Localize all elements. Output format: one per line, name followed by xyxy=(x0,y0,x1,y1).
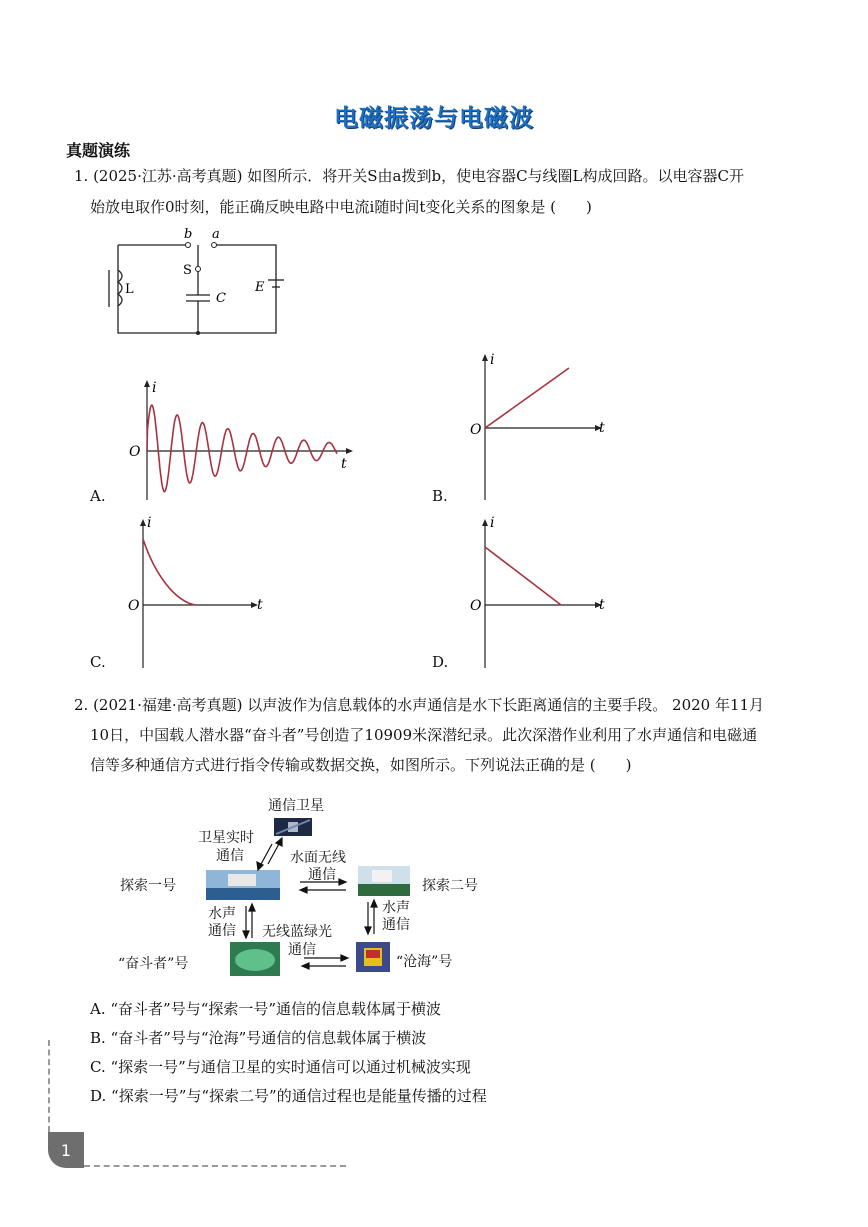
q2-option-b[interactable]: B. “奋斗者”号与“沧海”号通信的信息载体属于横波 xyxy=(90,1029,427,1047)
axis-i-label: i xyxy=(147,515,152,531)
submersible-icon xyxy=(230,942,280,976)
ship2-icon xyxy=(358,866,410,896)
communication-diagram xyxy=(110,790,510,980)
page-number: 1 xyxy=(48,1132,84,1168)
graph-d xyxy=(465,515,615,670)
origin-label: O xyxy=(470,422,482,438)
q2-stem-line3: 信等多种通信方式进行指令传输或数据交换，如图所示。下列说法正确的是 ( ) xyxy=(90,756,632,774)
blue-green-label: 无线蓝绿光 xyxy=(262,924,332,940)
option-b-label: B. xyxy=(432,487,448,505)
canghai-icon xyxy=(356,942,390,972)
label-c: C xyxy=(216,291,226,306)
q1-stem-line1: 1. (2025·江苏·高考真题) 如图所示．将开关S由a拨到b，使电容器C与线圈L构成回路。以电容器C开 xyxy=(74,167,745,185)
graph-a xyxy=(125,378,365,503)
ship1-label: 探索一号 xyxy=(120,878,176,894)
sat-link-label: 卫星实时 xyxy=(198,830,254,846)
ship2-label: 探索二号 xyxy=(422,878,478,894)
q2-stem-line1: 2. (2021·福建·高考真题) 以声波作为信息载体的水声通信是水下长距离通信的主要手段。 2020 年11月 xyxy=(74,696,765,714)
axis-t-label: t xyxy=(599,597,605,613)
label-e: E xyxy=(255,280,265,295)
damped-oscillation-curve xyxy=(147,405,337,491)
q2-option-d[interactable]: D. “探索一号”与“探索二号”的通信过程也是能量传播的过程 xyxy=(90,1087,487,1105)
option-d-label: D. xyxy=(432,653,449,671)
option-a-label: A. xyxy=(90,487,106,505)
label-l: L xyxy=(125,282,134,297)
acoustic-right-label: 通信 xyxy=(382,917,410,933)
blue-green-label: 通信 xyxy=(288,942,316,958)
circuit-diagram xyxy=(100,225,300,340)
increasing-line xyxy=(485,368,569,428)
decay-curve xyxy=(143,539,195,605)
axis-t-label: t xyxy=(257,597,263,613)
graph-c xyxy=(125,515,275,670)
origin-label: O xyxy=(470,598,482,614)
graph-b xyxy=(465,350,615,502)
q2-option-c[interactable]: C. “探索一号”与通信卫星的实时通信可以通过机械波实现 xyxy=(90,1058,471,1076)
section-heading: 真题演练 xyxy=(66,141,131,160)
label-a: a xyxy=(212,227,220,242)
radio-label: 水面无线 xyxy=(290,850,346,866)
footer-dashed-line xyxy=(84,1165,346,1167)
axis-t-label: t xyxy=(341,456,347,472)
label-b: b xyxy=(184,227,193,242)
sat-link-label: 通信 xyxy=(216,848,244,864)
origin-label: O xyxy=(129,444,141,460)
axis-i-label: i xyxy=(490,352,495,368)
q2-stem-line2: 10日，中国载人潜水器“奋斗者”号创造了10909米深潜纪录。此次深潜作业利用了水声通信和电磁通 xyxy=(90,726,758,744)
option-c-label: C. xyxy=(90,653,106,671)
margin-dashed-line xyxy=(48,1040,50,1132)
acoustic-right-label: 水声 xyxy=(382,900,410,916)
sub2-label: “沧海”号 xyxy=(396,954,453,970)
axis-t-label: t xyxy=(599,420,605,436)
axis-i-label: i xyxy=(490,515,495,531)
label-s: S xyxy=(183,263,192,278)
switch-pivot xyxy=(196,267,201,272)
acoustic-left-label: 通信 xyxy=(208,923,236,939)
sub1-label: “奋斗者”号 xyxy=(118,956,189,972)
q2-option-a[interactable]: A. “奋斗者”号与“探索一号”通信的信息载体属于横波 xyxy=(90,1000,442,1018)
radio-label: 通信 xyxy=(308,867,336,883)
axis-i-label: i xyxy=(152,380,157,396)
ship1-icon xyxy=(206,870,280,900)
terminal-b xyxy=(186,243,191,248)
circuit-wire xyxy=(118,245,276,333)
decreasing-line xyxy=(485,547,561,605)
terminal-a xyxy=(212,243,217,248)
acoustic-left-label: 水声 xyxy=(208,906,236,922)
q1-stem-line2: 始放电取作0时刻，能正确反映电路中电流i随时间t变化关系的图象是 ( ) xyxy=(90,198,592,216)
page-title: 电磁振荡与电磁波 xyxy=(334,104,534,132)
satellite-icon xyxy=(274,818,312,836)
satellite-label: 通信卫星 xyxy=(268,798,324,814)
origin-label: O xyxy=(128,598,140,614)
